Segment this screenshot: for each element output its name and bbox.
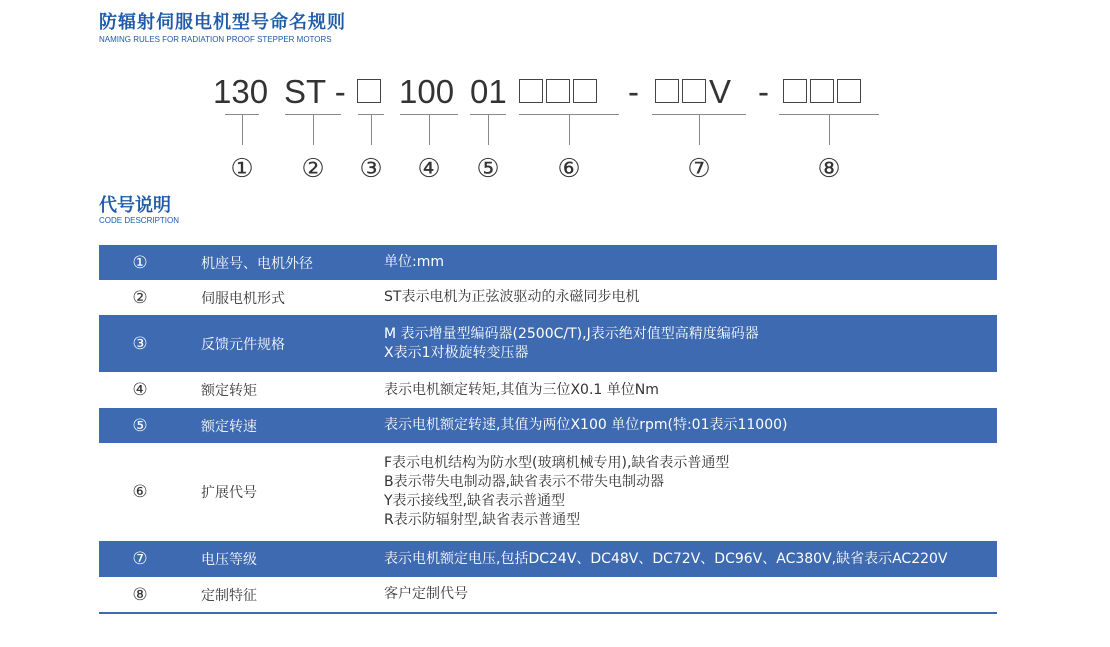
code-description-table xyxy=(99,245,997,612)
code-seg-6-boxes xyxy=(519,70,600,114)
code-seg-2: ST - xyxy=(284,73,346,110)
code-seg-4: 100 xyxy=(399,73,455,110)
code-tick-3 xyxy=(371,115,372,145)
section-subtitle: CODE DESCRIPTION xyxy=(99,216,180,225)
code-marker-3: ③ xyxy=(359,154,383,184)
code-dash-6: - xyxy=(628,73,639,110)
code-seg-8-boxes xyxy=(783,70,864,114)
table-bottom-rule xyxy=(99,612,997,614)
desc-line: B表示带失电制动器,缺省表示不带失电制动器 xyxy=(384,474,665,490)
row-name: 电压等级 xyxy=(181,541,384,577)
table-row xyxy=(99,541,997,577)
row-number: ① xyxy=(99,245,181,280)
code-tick-6 xyxy=(569,115,570,145)
code-marker-2: ② xyxy=(301,154,325,184)
row-name: 定制特征 xyxy=(181,577,384,612)
desc-line: ST表示电机为正弦波驱动的永磁同步电机 xyxy=(384,289,640,305)
code-marker-1: ① xyxy=(230,154,254,184)
row-name: 额定转矩 xyxy=(181,372,384,408)
table-row xyxy=(99,408,997,443)
desc-line: 客户定制代号 xyxy=(384,586,468,602)
code-marker-6: ⑥ xyxy=(557,154,581,184)
code-tick-8 xyxy=(829,115,830,145)
row-name: 扩展代号 xyxy=(181,443,384,541)
row-number: ⑥ xyxy=(99,443,181,541)
code-seg-7 xyxy=(655,70,731,114)
row-description xyxy=(384,577,997,612)
row-name: 额定转速 xyxy=(181,408,384,443)
code-marker-8: ⑧ xyxy=(817,154,841,184)
row-number: ⑦ xyxy=(99,541,181,577)
table-row xyxy=(99,315,997,372)
code-seg-7-suffix: V xyxy=(709,73,732,110)
row-description xyxy=(384,372,997,408)
code-marker-7: ⑦ xyxy=(687,154,711,184)
code-seg-1: 130 xyxy=(213,73,269,110)
code-marker-5: ⑤ xyxy=(476,154,500,184)
desc-line: X表示1对极旋转变压器 xyxy=(384,344,529,361)
code-marker-4: ④ xyxy=(417,154,441,184)
row-description xyxy=(384,280,997,315)
code-dash-7: - xyxy=(758,73,769,110)
row-name: 机座号、电机外径 xyxy=(181,245,384,280)
row-number: ⑧ xyxy=(99,577,181,612)
desc-line: Y表示接线型,缺省表示普通型 xyxy=(384,493,566,509)
desc-line: 表示电机额定转速,其值为两位X100 单位rpm(特:01表示11000) xyxy=(384,417,788,433)
code-tick-4 xyxy=(429,115,430,145)
desc-line: F表示电机结构为防水型(玻璃机械专用),缺省表示普通型 xyxy=(384,455,730,471)
table-row xyxy=(99,372,997,408)
desc-line: R表示防辐射型,缺省表示普通型 xyxy=(384,512,581,528)
page-title: 防辐射伺服电机型号命名规则 xyxy=(99,12,346,33)
table-row xyxy=(99,577,997,612)
code-tick-7 xyxy=(699,115,700,145)
desc-line: 表示电机额定电压,包括DC24V、DC48V、DC72V、DC96V、AC380V,缺省表示AC220V xyxy=(384,550,948,567)
row-name: 伺服电机形式 xyxy=(181,280,384,315)
table-row xyxy=(99,245,997,280)
desc-line: 单位:mm xyxy=(384,254,444,270)
row-description xyxy=(384,541,997,577)
code-tick-1 xyxy=(242,115,243,145)
row-description xyxy=(384,443,997,541)
code-tick-5 xyxy=(488,115,489,145)
desc-line: 表示电机额定转矩,其值为三位X0.1 单位Nm xyxy=(384,381,659,398)
table-row xyxy=(99,443,997,541)
row-description xyxy=(384,315,997,372)
section-title: 代号说明 xyxy=(99,195,171,216)
row-number: ② xyxy=(99,280,181,315)
code-seg-3-box xyxy=(357,70,384,114)
row-description xyxy=(384,408,997,443)
code-seg-5: 01 xyxy=(470,73,507,110)
row-name: 反馈元件规格 xyxy=(181,315,384,372)
page-subtitle: NAMING RULES FOR RADIATION PROOF STEPPER MOTORS xyxy=(99,35,332,44)
desc-line: M 表示增量型编码器(2500C/T),J表示绝对值型高精度编码器 xyxy=(384,325,759,342)
code-tick-2 xyxy=(313,115,314,145)
row-number: ⑤ xyxy=(99,408,181,443)
row-description xyxy=(384,245,997,280)
table-row xyxy=(99,280,997,315)
row-number: ④ xyxy=(99,372,181,408)
row-number: ③ xyxy=(99,315,181,372)
